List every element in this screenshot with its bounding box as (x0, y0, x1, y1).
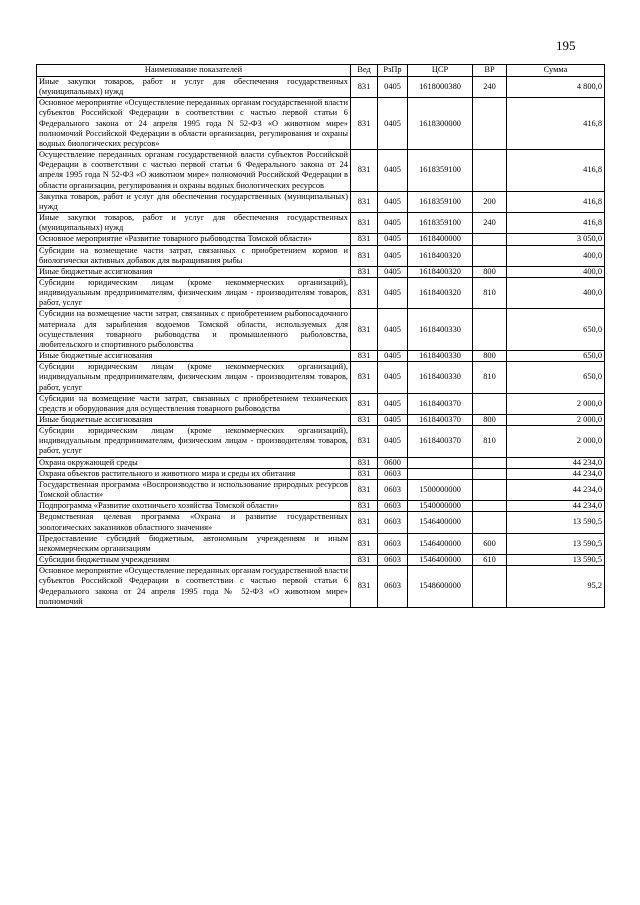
cell-rzpr: 0405 (378, 351, 408, 362)
table-row (37, 266, 605, 277)
cell-sum: 400,0 (507, 266, 605, 277)
cell-sum: 416,8 (507, 150, 605, 192)
table-row (37, 150, 605, 192)
cell-sum: 4 800,0 (507, 77, 605, 98)
cell-ved: 831 (351, 309, 378, 351)
header-csr: ЦСР (408, 65, 473, 77)
cell-csr: 1618400320 (408, 277, 473, 308)
cell-name: Иные бюджетные ассигнования (37, 266, 351, 277)
cell-csr: 1618400330 (408, 309, 473, 351)
cell-ved: 831 (351, 393, 378, 414)
cell-csr: 1618359100 (408, 191, 473, 212)
cell-sum: 44 234,0 (507, 468, 605, 479)
cell-sum: 416,8 (507, 191, 605, 212)
cell-name: Охрана окружающей среды (37, 457, 351, 468)
header-rzpr: РзПр (378, 65, 408, 77)
table-row (37, 213, 605, 234)
table-row (37, 77, 605, 98)
cell-csr: 1618400370 (408, 415, 473, 426)
cell-sum: 650,0 (507, 362, 605, 393)
cell-rzpr: 0603 (378, 566, 408, 608)
cell-vr: 810 (473, 277, 507, 308)
cell-csr: 1618400370 (408, 393, 473, 414)
cell-csr: 1618000380 (408, 77, 473, 98)
cell-csr: 1618400330 (408, 362, 473, 393)
cell-sum: 13 590,5 (507, 533, 605, 554)
table-row (37, 415, 605, 426)
cell-ved: 831 (351, 234, 378, 245)
cell-rzpr: 0603 (378, 555, 408, 566)
cell-vr: 240 (473, 213, 507, 234)
cell-csr: 1546400000 (408, 512, 473, 533)
cell-ved: 831 (351, 277, 378, 308)
cell-vr: 240 (473, 77, 507, 98)
cell-sum: 44 234,0 (507, 457, 605, 468)
table-row (37, 351, 605, 362)
cell-sum: 650,0 (507, 309, 605, 351)
page-number: 195 (556, 38, 576, 53)
cell-sum: 400,0 (507, 245, 605, 266)
cell-vr (473, 566, 507, 608)
cell-vr: 810 (473, 426, 507, 457)
cell-name: Государственная программа «Воспроизводство и использование природных ресурсов Томской области» (37, 479, 351, 500)
cell-sum: 13 590,5 (507, 512, 605, 533)
table-row (37, 98, 605, 150)
cell-vr: 610 (473, 555, 507, 566)
cell-vr (473, 309, 507, 351)
cell-rzpr: 0405 (378, 393, 408, 414)
cell-ved: 831 (351, 501, 378, 512)
cell-sum: 416,8 (507, 98, 605, 150)
cell-rzpr: 0603 (378, 533, 408, 554)
cell-ved: 831 (351, 555, 378, 566)
cell-rzpr: 0405 (378, 191, 408, 212)
cell-rzpr: 0405 (378, 426, 408, 457)
cell-name: Иные закупки товаров, работ и услуг для обеспечения государственных (муниципальных) нужд (37, 77, 351, 98)
cell-rzpr: 0603 (378, 479, 408, 500)
cell-ved: 831 (351, 479, 378, 500)
cell-vr: 800 (473, 415, 507, 426)
cell-vr (473, 98, 507, 150)
cell-name: Охрана объектов растительного и животного мира и среды их обитания (37, 468, 351, 479)
cell-sum: 44 234,0 (507, 479, 605, 500)
cell-rzpr: 0405 (378, 150, 408, 192)
cell-vr (473, 501, 507, 512)
cell-name: Субсидии юридическим лицам (кроме некоммерческих организаций), индивидуальным предпринимателям, физическим лицам - производителям товаров, работ, услуг (37, 426, 351, 457)
table-row (37, 309, 605, 351)
header-sum: Сумма (507, 65, 605, 77)
cell-ved: 831 (351, 468, 378, 479)
table-row (37, 555, 605, 566)
table-row (37, 533, 605, 554)
cell-vr: 800 (473, 266, 507, 277)
cell-name: Субсидии юридическим лицам (кроме некоммерческих организаций), индивидуальным предпринимателям, физическим лицам - производителям товаров, работ, услуг (37, 277, 351, 308)
table-row (37, 457, 605, 468)
table-row (37, 234, 605, 245)
cell-name: Иные закупки товаров, работ и услуг для обеспечения государственных (муниципальных) нужд (37, 213, 351, 234)
cell-ved: 831 (351, 457, 378, 468)
cell-sum: 13 590,5 (507, 555, 605, 566)
cell-rzpr: 0405 (378, 77, 408, 98)
cell-rzpr: 0600 (378, 457, 408, 468)
cell-ved: 831 (351, 191, 378, 212)
header-vr: ВР (473, 65, 507, 77)
cell-name: Основное мероприятие «Осуществление переданных органам государственной власти субъектов Российской Федерации в соответствии с частью первой статьи 6 Федерального закона от 24 апреля 1995 года N 52-ФЗ «О животном мире» полномочий Российской Федерации в области организации, регулирования и охраны водных биологических ресурсов» (37, 98, 351, 150)
header-name: Наименование показателей (37, 65, 351, 77)
cell-ved: 831 (351, 566, 378, 608)
cell-vr (473, 234, 507, 245)
cell-sum: 400,0 (507, 277, 605, 308)
cell-ved: 831 (351, 351, 378, 362)
cell-vr: 810 (473, 362, 507, 393)
table-row (37, 277, 605, 308)
cell-ved: 831 (351, 362, 378, 393)
cell-csr (408, 468, 473, 479)
cell-ved: 831 (351, 426, 378, 457)
table-row (37, 393, 605, 414)
cell-vr: 600 (473, 533, 507, 554)
cell-rzpr: 0603 (378, 468, 408, 479)
cell-ved: 831 (351, 245, 378, 266)
cell-rzpr: 0603 (378, 501, 408, 512)
cell-ved: 831 (351, 415, 378, 426)
cell-name: Основное мероприятие «Развитие товарного рыбоводства Томской области» (37, 234, 351, 245)
cell-name: Осуществление переданных органам государственной власти субъектов Российской Федерации в соответствии с частью первой статьи 6 Федерального закона от 24 апреля 1995 года N 52-ФЗ «О животном мире» полномочий Российской Федерации в области организации, регулирования и охраны водных биологических ресурсов (37, 150, 351, 192)
cell-rzpr: 0405 (378, 234, 408, 245)
cell-sum: 44 234,0 (507, 501, 605, 512)
table-row (37, 479, 605, 500)
table-row (37, 191, 605, 212)
budget-table (36, 64, 605, 608)
table-row (37, 362, 605, 393)
cell-vr (473, 393, 507, 414)
cell-ved: 831 (351, 98, 378, 150)
cell-rzpr: 0405 (378, 98, 408, 150)
cell-rzpr: 0405 (378, 245, 408, 266)
cell-ved: 831 (351, 77, 378, 98)
cell-csr: 1546400000 (408, 533, 473, 554)
table-row (37, 245, 605, 266)
table-header-row (37, 65, 605, 77)
cell-vr: 200 (473, 191, 507, 212)
cell-name: Субсидии на возмещение части затрат, связанных с приобретением кормов и биологически активных добавок для выращивания рыбы (37, 245, 351, 266)
cell-rzpr: 0405 (378, 415, 408, 426)
cell-name: Субсидии на возмещение части затрат, связанных с приобретением рыбопосадочного материала для зарыбления водоемов Томской области, используемых для осуществления товарного рыбоводства и промышленного рыболовства, любительского и спортивного рыболовства (37, 309, 351, 351)
cell-csr: 1540000000 (408, 501, 473, 512)
cell-ved: 831 (351, 266, 378, 277)
cell-vr (473, 457, 507, 468)
cell-csr: 1546400000 (408, 555, 473, 566)
cell-name: Субсидии юридическим лицам (кроме некоммерческих организаций), индивидуальным предпринимателям, физическим лицам - производителям товаров, работ, услуг (37, 362, 351, 393)
table-row (37, 566, 605, 608)
cell-name: Предоставление субсидий бюджетным, автономным учреждениям и иным некоммерческим организациям (37, 533, 351, 554)
cell-vr (473, 150, 507, 192)
cell-vr (473, 468, 507, 479)
cell-csr: 1618359100 (408, 150, 473, 192)
cell-name: Подпрограмма «Развитие охотничьего хозяйства Томской области» (37, 501, 351, 512)
table-row (37, 468, 605, 479)
table-row (37, 501, 605, 512)
cell-ved: 831 (351, 150, 378, 192)
cell-ved: 831 (351, 533, 378, 554)
cell-name: Субсидии бюджетным учреждениям (37, 555, 351, 566)
cell-sum: 650,0 (507, 351, 605, 362)
cell-vr: 800 (473, 351, 507, 362)
cell-name: Субсидии на возмещение части затрат, связанных с приобретением технических средств и оборудования для осуществления товарного рыбоводства (37, 393, 351, 414)
cell-csr: 1618400370 (408, 426, 473, 457)
cell-sum: 2 000,0 (507, 415, 605, 426)
cell-csr: 1500000000 (408, 479, 473, 500)
cell-sum: 2 000,0 (507, 426, 605, 457)
cell-rzpr: 0603 (378, 512, 408, 533)
cell-sum: 2 000,0 (507, 393, 605, 414)
cell-csr: 1618400000 (408, 234, 473, 245)
cell-name: Закупка товаров, работ и услуг для обеспечения государственных (муниципальных) нужд (37, 191, 351, 212)
cell-rzpr: 0405 (378, 362, 408, 393)
cell-csr: 1618400320 (408, 266, 473, 277)
cell-ved: 831 (351, 213, 378, 234)
cell-vr (473, 245, 507, 266)
cell-csr: 1618359100 (408, 213, 473, 234)
cell-rzpr: 0405 (378, 266, 408, 277)
cell-vr (473, 512, 507, 533)
cell-csr: 1618300000 (408, 98, 473, 150)
cell-rzpr: 0405 (378, 309, 408, 351)
cell-name: Ведомственная целевая программа «Охрана и развитие государственных зоологических заказников областного значения» (37, 512, 351, 533)
cell-csr (408, 457, 473, 468)
table-row (37, 512, 605, 533)
cell-sum: 416,8 (507, 213, 605, 234)
cell-vr (473, 479, 507, 500)
cell-rzpr: 0405 (378, 213, 408, 234)
cell-name: Иные бюджетные ассигнования (37, 351, 351, 362)
table-row (37, 426, 605, 457)
cell-ved: 831 (351, 512, 378, 533)
cell-sum: 95,2 (507, 566, 605, 608)
cell-rzpr: 0405 (378, 277, 408, 308)
header-ved: Вед (351, 65, 378, 77)
cell-sum: 3 050,0 (507, 234, 605, 245)
cell-name: Основное мероприятие «Осуществление переданных органам государственной власти субъектов Российской Федерации в соответствии с частью первой статьи 6 Федерального закона от 24 апреля 1995 года № 52-ФЗ «О животном мире» полномочий (37, 566, 351, 608)
cell-csr: 1548600000 (408, 566, 473, 608)
cell-csr: 1618400320 (408, 245, 473, 266)
table-body (37, 77, 605, 608)
cell-name: Иные бюджетные ассигнования (37, 415, 351, 426)
cell-csr: 1618400330 (408, 351, 473, 362)
